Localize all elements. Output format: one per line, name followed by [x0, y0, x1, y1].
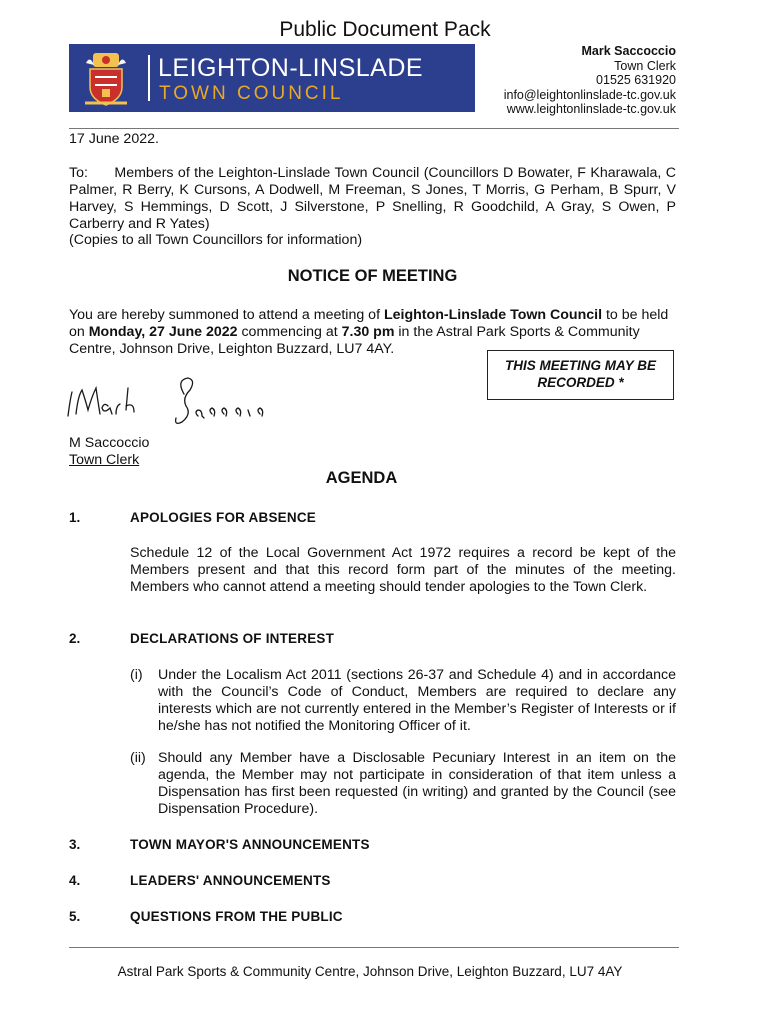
summons-part2: to be held on — [69, 307, 669, 340]
agenda-heading: AGENDA — [325, 469, 398, 487]
recipients — [69, 165, 676, 233]
pack-title: Public Document Pack — [279, 18, 491, 41]
agenda-item-number: 3. — [69, 837, 81, 852]
recipients-list: Members of the Leighton-Linslade Town Council (Councillors D Bowater, F Kharawala, C Palmer, R Berry, K Cursons, A Dodwell, M Freeman, S Jones, T Morris, G Perham, B Spurr, V Harvey, S Hemmings, D Scott, J Silverstone, P Snelling, R Goodchild, A Gray, S Owen, P Carberry and R Yates) — [69, 165, 676, 232]
subitem-marker: (i) — [130, 667, 143, 683]
agenda-item-number: 1. — [69, 510, 81, 525]
signature-icon — [64, 370, 294, 432]
footer-divider — [69, 947, 679, 948]
logo-title: LEIGHTON-LINSLADE — [158, 54, 424, 82]
summons-part3: commencing at — [237, 324, 342, 340]
subitem-text: Under the Localism Act 2011 (sections 26-37 and Schedule 4) and in accordance with the Council’s Code of Conduct, Members are required to declare any interests which are not currently entered in the Member’s Register of Interests or if he/she has not notified the Monitoring Officer of it. — [158, 667, 676, 734]
agenda-item-number: 4. — [69, 873, 81, 888]
agenda-item-title: APOLOGIES FOR ABSENCE — [130, 510, 316, 525]
copies-note: (Copies to all Town Councillors for information) — [69, 232, 363, 248]
agenda-item-text: Schedule 12 of the Local Government Act 1972 requires a record be kept of the Members present and that this record form part of the minutes of the meeting. Members who cannot attend a meeting should tender apologies to the Town Clerk. — [130, 545, 676, 595]
summons-council: Leighton-Linslade Town Council — [383, 307, 603, 323]
contact-website[interactable]: www.leightonlinslade-tc.gov.uk — [506, 102, 676, 116]
agenda-item-title: DECLARATIONS OF INTEREST — [130, 631, 335, 646]
header-divider — [69, 128, 679, 129]
signatory-role: Town Clerk — [69, 452, 140, 468]
subitem-marker: (ii) — [130, 750, 146, 766]
council-logo — [69, 44, 475, 112]
agenda-item-title: QUESTIONS FROM THE PUBLIC — [130, 909, 343, 924]
recording-notice: THIS MEETING MAY BE RECORDED * — [487, 350, 674, 400]
agenda-item-number: 5. — [69, 909, 81, 924]
agenda-item-number: 2. — [69, 631, 81, 646]
letter-date: 17 June 2022. — [69, 131, 159, 147]
summons-part4: in the Astral Park Sports & Community Centre, Johnson Drive, Leighton Buzzard, LU7 4AY. — [69, 324, 640, 357]
subitem-text: Should any Member have a Disclosable Pecuniary Interest in an item on the agenda, the Member may not participate in consideration of that item unless a Dispensation has first been requested (in writing) and granted by the Council (see Dispensation Procedure). — [158, 750, 676, 817]
logo-subtitle: TOWN COUNCIL — [159, 83, 344, 104]
signatory-name: M Saccoccio — [69, 435, 150, 451]
contact-name: Mark Saccoccio — [581, 44, 676, 58]
logo-divider — [148, 55, 150, 101]
contact-phone: 01525 631920 — [596, 73, 676, 87]
summons-date: Monday, 27 June 2022 — [88, 324, 238, 340]
agenda-item-title: LEADERS' ANNOUNCEMENTS — [130, 873, 331, 888]
agenda-item-title: TOWN MAYOR'S ANNOUNCEMENTS — [130, 837, 370, 852]
contact-block — [504, 44, 676, 117]
footer-address: Astral Park Sports & Community Centre, Johnson Drive, Leighton Buzzard, LU7 4AY — [117, 964, 623, 979]
council-crest-icon — [83, 49, 129, 107]
recipients-label: To: — [69, 165, 88, 181]
summons-part1: You are hereby summoned to attend a meeting of — [69, 307, 384, 323]
contact-role: Town Clerk — [614, 58, 676, 73]
notice-heading: NOTICE OF MEETING — [287, 267, 458, 285]
contact-email[interactable]: info@leightonlinslade-tc.gov.uk — [503, 87, 676, 102]
summons-time: 7.30 pm — [341, 324, 395, 340]
